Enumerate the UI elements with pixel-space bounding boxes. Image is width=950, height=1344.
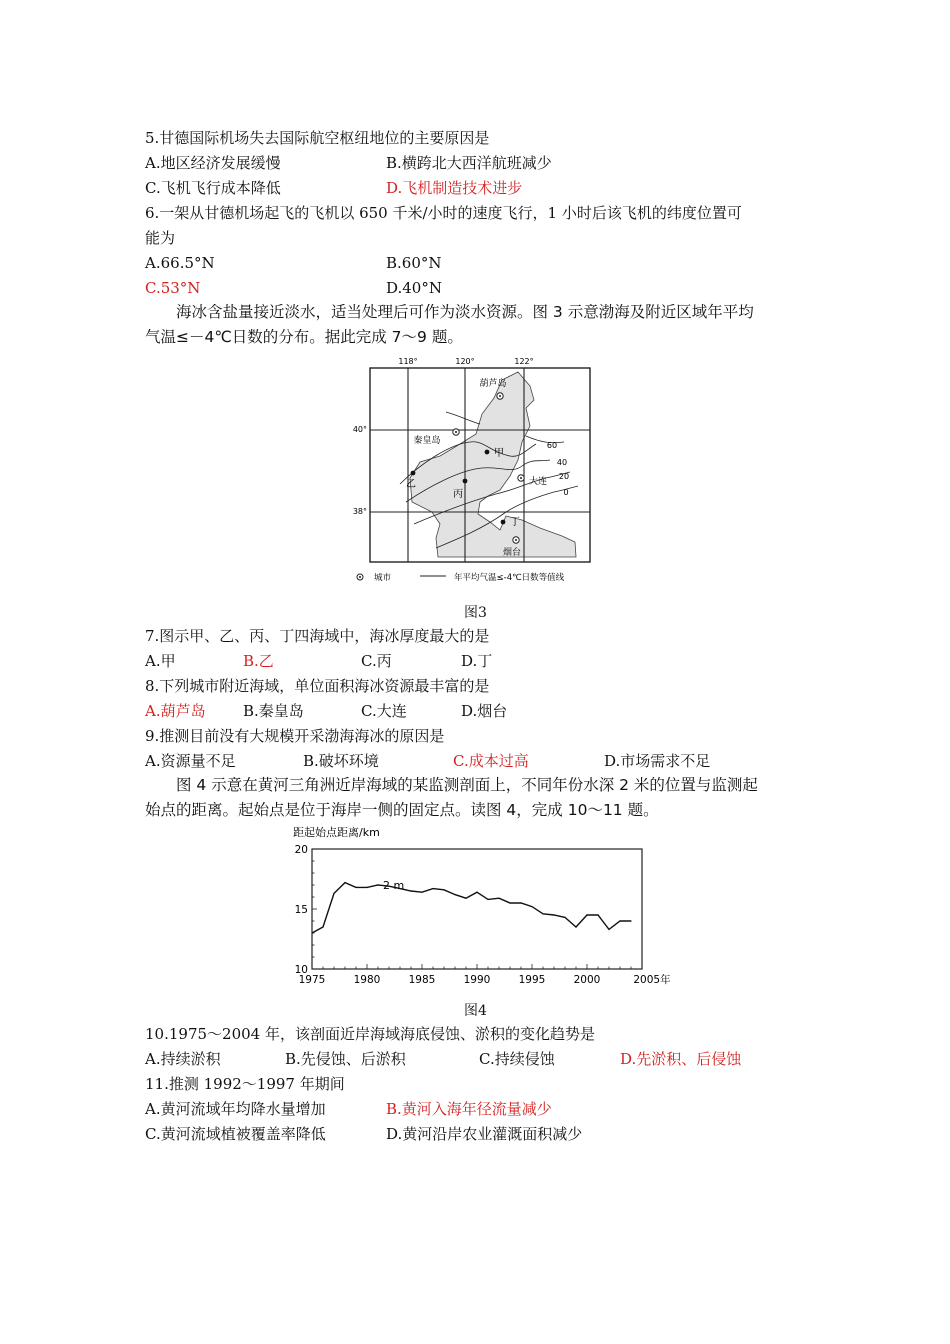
q10-option-b: B.先侵蚀、后淤积 [285, 1050, 406, 1068]
q5-option-c: C.飞机飞行成本降低 [145, 179, 281, 197]
intro2-line1: 图 4 示意在黄河三角洲近岸海域的某监测剖面上，不同年份水深 2 米的位置与监测起 [176, 776, 758, 794]
q8-option-b: B.秦皇岛 [243, 702, 304, 720]
q5-option-d-answer: D.飞机制造技术进步 [386, 179, 523, 197]
contour-label-20: 20 [558, 472, 570, 481]
q6-option-d: D.40°N [386, 279, 442, 297]
x-tick-label-4: 1995 [518, 974, 546, 986]
q10-option-c: C.持续侵蚀 [479, 1050, 555, 1068]
q5-option-b: B.横跨北大西洋航班减少 [386, 154, 552, 172]
x-tick-label-0: 1975 [298, 974, 326, 986]
x-tick-label-2: 1985 [408, 974, 436, 986]
data-point-1988 [454, 894, 455, 895]
q5-option-a: A.地区经济发展缓慢 [145, 154, 281, 172]
bohai-map-figure [350, 352, 610, 588]
y-tick-label-0: 20 [294, 844, 308, 856]
q11-stem: 11.推测 1992～1997 年期间 [145, 1075, 345, 1093]
q6-option-b: B.60°N [386, 254, 442, 272]
data-point-1986 [432, 888, 433, 889]
intro1-line2: 气温≤－4℃日数的分布。据此完成 7～9 题。 [145, 328, 463, 346]
sea-area-dot-jia [485, 450, 490, 455]
data-point-1980 [366, 887, 367, 888]
x-tick-label-6: 2005年 [633, 974, 671, 986]
q7-option-d: D.丁 [461, 652, 493, 670]
lat-label-38: 38° [352, 507, 367, 516]
sea-area-label-ding: 丁 [510, 517, 520, 528]
data-point-2000 [586, 914, 587, 915]
data-point-1979 [355, 887, 356, 888]
city-label-dalian: 大连 [528, 477, 548, 487]
x-tick-label-5: 2000 [573, 974, 601, 986]
contour-label-0: 0 [563, 488, 569, 497]
y-tick-label-2: 10 [294, 964, 308, 976]
lon-label-122: 122° [514, 357, 534, 366]
q8-option-c: C.大连 [361, 702, 407, 720]
data-point-1997 [553, 914, 554, 915]
q11-option-d: D.黄河沿岸农业灌溉面积减少 [386, 1125, 583, 1143]
data-point-1987 [443, 889, 444, 890]
lon-label-120: 120° [455, 357, 475, 366]
q11-option-a: A.黄河流域年均降水量增加 [145, 1100, 326, 1118]
q8-option-a-answer: A.葫芦岛 [145, 702, 206, 720]
sea-area-dot-bing [463, 479, 468, 484]
data-point-1977 [333, 893, 334, 894]
q7-option-c: C.丙 [361, 652, 392, 670]
city-label-yantai: 烟台 [502, 548, 522, 558]
sea-area-label-jia: 甲 [494, 448, 504, 459]
data-point-1995 [531, 906, 532, 907]
q11-option-c: C.黄河流域植被覆盖率降低 [145, 1125, 326, 1143]
lat-label-40: 40° [352, 425, 367, 434]
data-point-1992 [498, 898, 499, 899]
data-point-2002 [608, 929, 609, 930]
data-point-1976 [322, 926, 323, 927]
q9-option-b: B.破坏环境 [303, 752, 379, 770]
sea-area-dot-ding [501, 520, 506, 525]
figure3-caption: 图3 [464, 605, 487, 621]
data-point-1990 [476, 892, 477, 893]
sea-area-dot-yi [411, 471, 416, 476]
data-point-2004 [630, 920, 631, 921]
data-point-1985 [421, 892, 422, 893]
data-point-2003 [619, 920, 620, 921]
q8-stem: 8.下列城市附近海域，单位面积海冰资源最丰富的是 [145, 677, 490, 695]
q10-stem: 10.1975～2004 年，该剖面近岸海域海底侵蚀、淤积的变化趋势是 [145, 1025, 595, 1043]
q5-stem: 5.甘德国际机场失去国际航空枢纽地位的主要原因是 [145, 129, 490, 147]
data-point-1981 [377, 884, 378, 885]
contour-label-60: 60 [546, 441, 558, 450]
data-point-2001 [597, 914, 598, 915]
intro1-line1: 海冰含盐量接近淡水，适当处理后可作为淡水资源。图 3 示意渤海及附近区域年平均 [176, 303, 754, 321]
figure4-line-chart [285, 822, 675, 992]
q7-option-b-answer: B.乙 [243, 652, 274, 670]
data-point-1975 [311, 932, 312, 933]
legend-line-label: 年平均气温≤-4℃日数等值线 [454, 573, 565, 583]
q8-option-d: D.烟台 [461, 702, 508, 720]
data-point-1984 [410, 890, 411, 891]
intro2-line2: 始点的距离。起始点是位于海岸一侧的固定点。读图 4，完成 10～11 题。 [145, 801, 659, 819]
q9-option-a: A.资源量不足 [145, 752, 236, 770]
data-point-1999 [575, 926, 576, 927]
chart-annotation-2m: 2 m [383, 879, 405, 892]
data-point-1991 [487, 899, 488, 900]
city-label-huludao: 葫芦岛 [479, 379, 507, 389]
legend-city-label: 城市 [374, 573, 392, 583]
q6-option-c-answer: C.53°N [145, 279, 201, 297]
q6-stem-line2: 能为 [145, 229, 176, 247]
city-label-qinhuangdao: 秦皇岛 [413, 436, 441, 446]
contour-label-40: 40 [556, 458, 568, 467]
lon-label-118: 118° [398, 357, 418, 366]
sea-area-label-yi: 乙 [406, 479, 416, 490]
q6-stem-line1: 6.一架从甘德机场起飞的飞机以 650 千米/小时的速度飞行，1 小时后该飞机的纬度位置可 [145, 204, 742, 222]
q6-option-a: A.66.5°N [145, 254, 215, 272]
q7-stem: 7.图示甲、乙、丙、丁四海域中，海冰厚度最大的是 [145, 627, 490, 645]
q9-stem: 9.推测目前没有大规模开采渤海海冰的原因是 [145, 727, 445, 745]
x-tick-label-3: 1990 [463, 974, 491, 986]
data-point-1978 [344, 882, 345, 883]
figure4-caption: 图4 [464, 1003, 487, 1019]
x-tick-label-1: 1980 [353, 974, 381, 986]
q9-option-c-answer: C.成本过高 [453, 752, 529, 770]
data-point-1989 [465, 898, 466, 899]
data-point-1994 [520, 902, 521, 903]
q10-option-d-answer: D.先淤积、后侵蚀 [620, 1050, 742, 1068]
q10-option-a: A.持续淤积 [145, 1050, 221, 1068]
sea-area-label-bing: 丙 [453, 489, 463, 500]
q7-option-a: A.甲 [145, 652, 176, 670]
chart-y-axis-label: 距起始点距离/km [293, 826, 380, 839]
data-point-1993 [509, 902, 510, 903]
q9-option-d: D.市场需求不足 [604, 752, 711, 770]
q11-option-b-answer: B.黄河入海年径流量减少 [386, 1100, 552, 1118]
y-tick-label-1: 15 [294, 904, 308, 916]
data-point-1998 [564, 917, 565, 918]
chart-plot-frame [312, 849, 642, 969]
data-point-1996 [542, 913, 543, 914]
